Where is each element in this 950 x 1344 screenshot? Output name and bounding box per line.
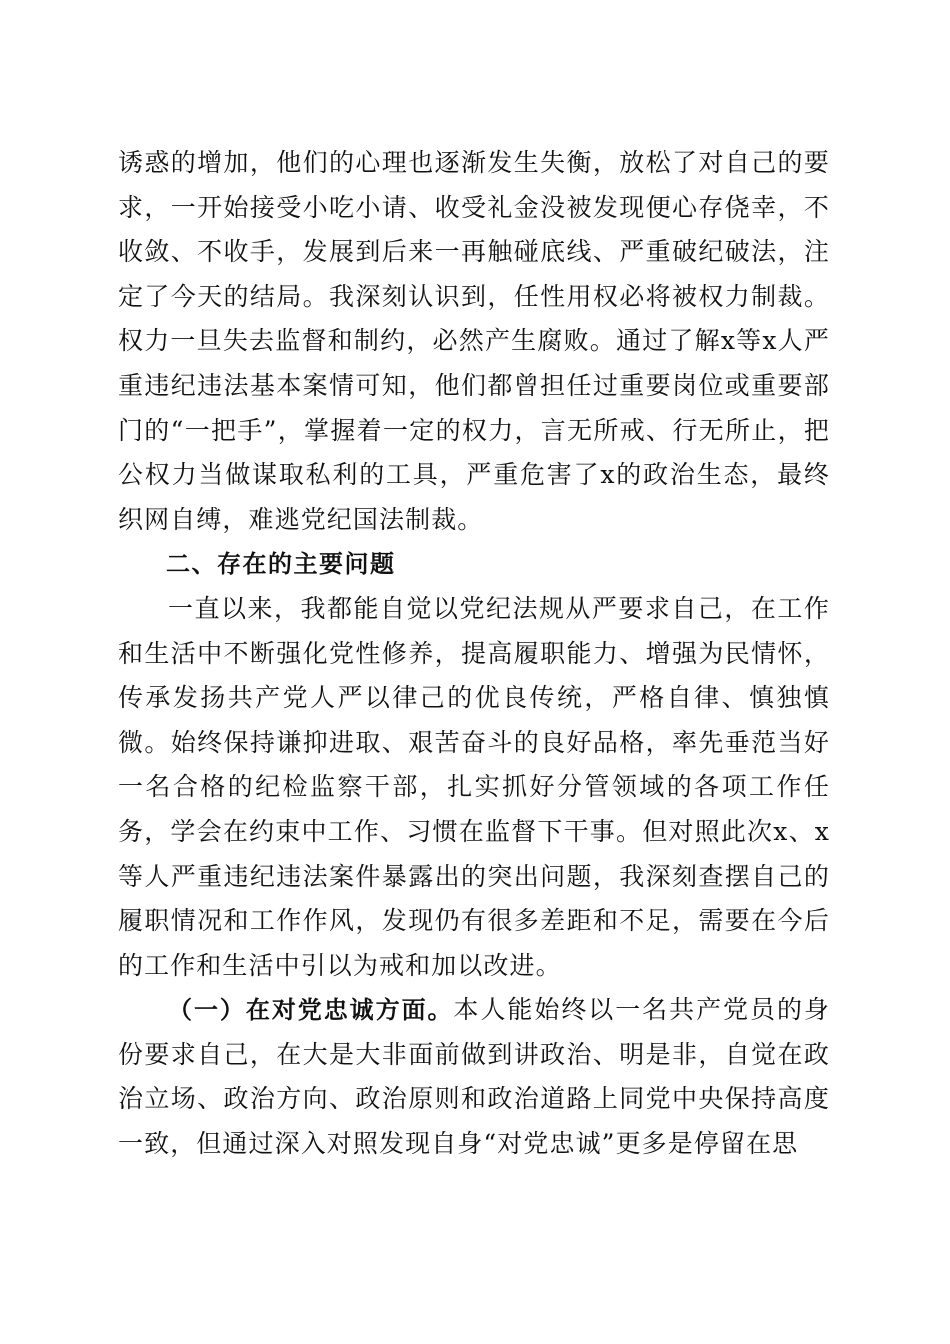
paragraph-continuation: 诱惑的增加，他们的心理也逐渐发生失衡，放松了对自己的要求，一开始接受小吃小请、收受礼金没被发现便心存侥幸，不收敛、不收手，发展到后来一再触碰底线、严重破纪破法，注定了今天的结局。我深刻认识到，任性用权必将被权力制裁。权力一旦失去监督和制约，必然产生腐败。通过了解x等x人严重违纪违法基本案情可知，他们都曾担任过重要岗位或重要部门的“一把手”，掌握着一定的权力，言无所戒、行无所止，把公权力当做谋取私利的工具，严重危害了x的政治生态，最终织网自缚，难逃党纪国法制裁。 [118, 148, 830, 534]
paragraph-party-loyalty [118, 988, 830, 1166]
paragraph-party-loyalty-text: 本人能始终以一名共产党员的身份要求自己，在大是大非面前做到讲政治、明是非，自觉在政治立场、政治方向、政治原则和政治道路上同党中央保持高度一致，但通过深入对照发现自身“对党忠诚”更多是停留在思 [118, 995, 830, 1159]
subsection-lead: （一）在对党忠诚方面。 [168, 996, 454, 1025]
section-heading: 二、存在的主要问题 [166, 550, 396, 579]
document-body [118, 141, 830, 1167]
paragraph-main-problems: 一直以来，我都能自觉以党纪法规从严要求自己，在工作和生活中不断强化党性修养，提高履职能力、增强为民情怀，传承发扬共产党人严以律己的优良传统，严格自律、慎独慎微。始终保持谦抑进取、艰苦奋斗的良好品格，率先垂范当好一名合格的纪检监察干部，扎实抓好分管领域的各项工作任务，学会在约束中工作、习惯在监督下干事。但对照此次x、x等人严重违纪违法案件暴露出的突出问题，我深刻查摆自己的履职情况和工作作风，发现仍有很多差距和不足，需要在今后的工作和生活中引以为戒和加以改进。 [118, 593, 830, 980]
